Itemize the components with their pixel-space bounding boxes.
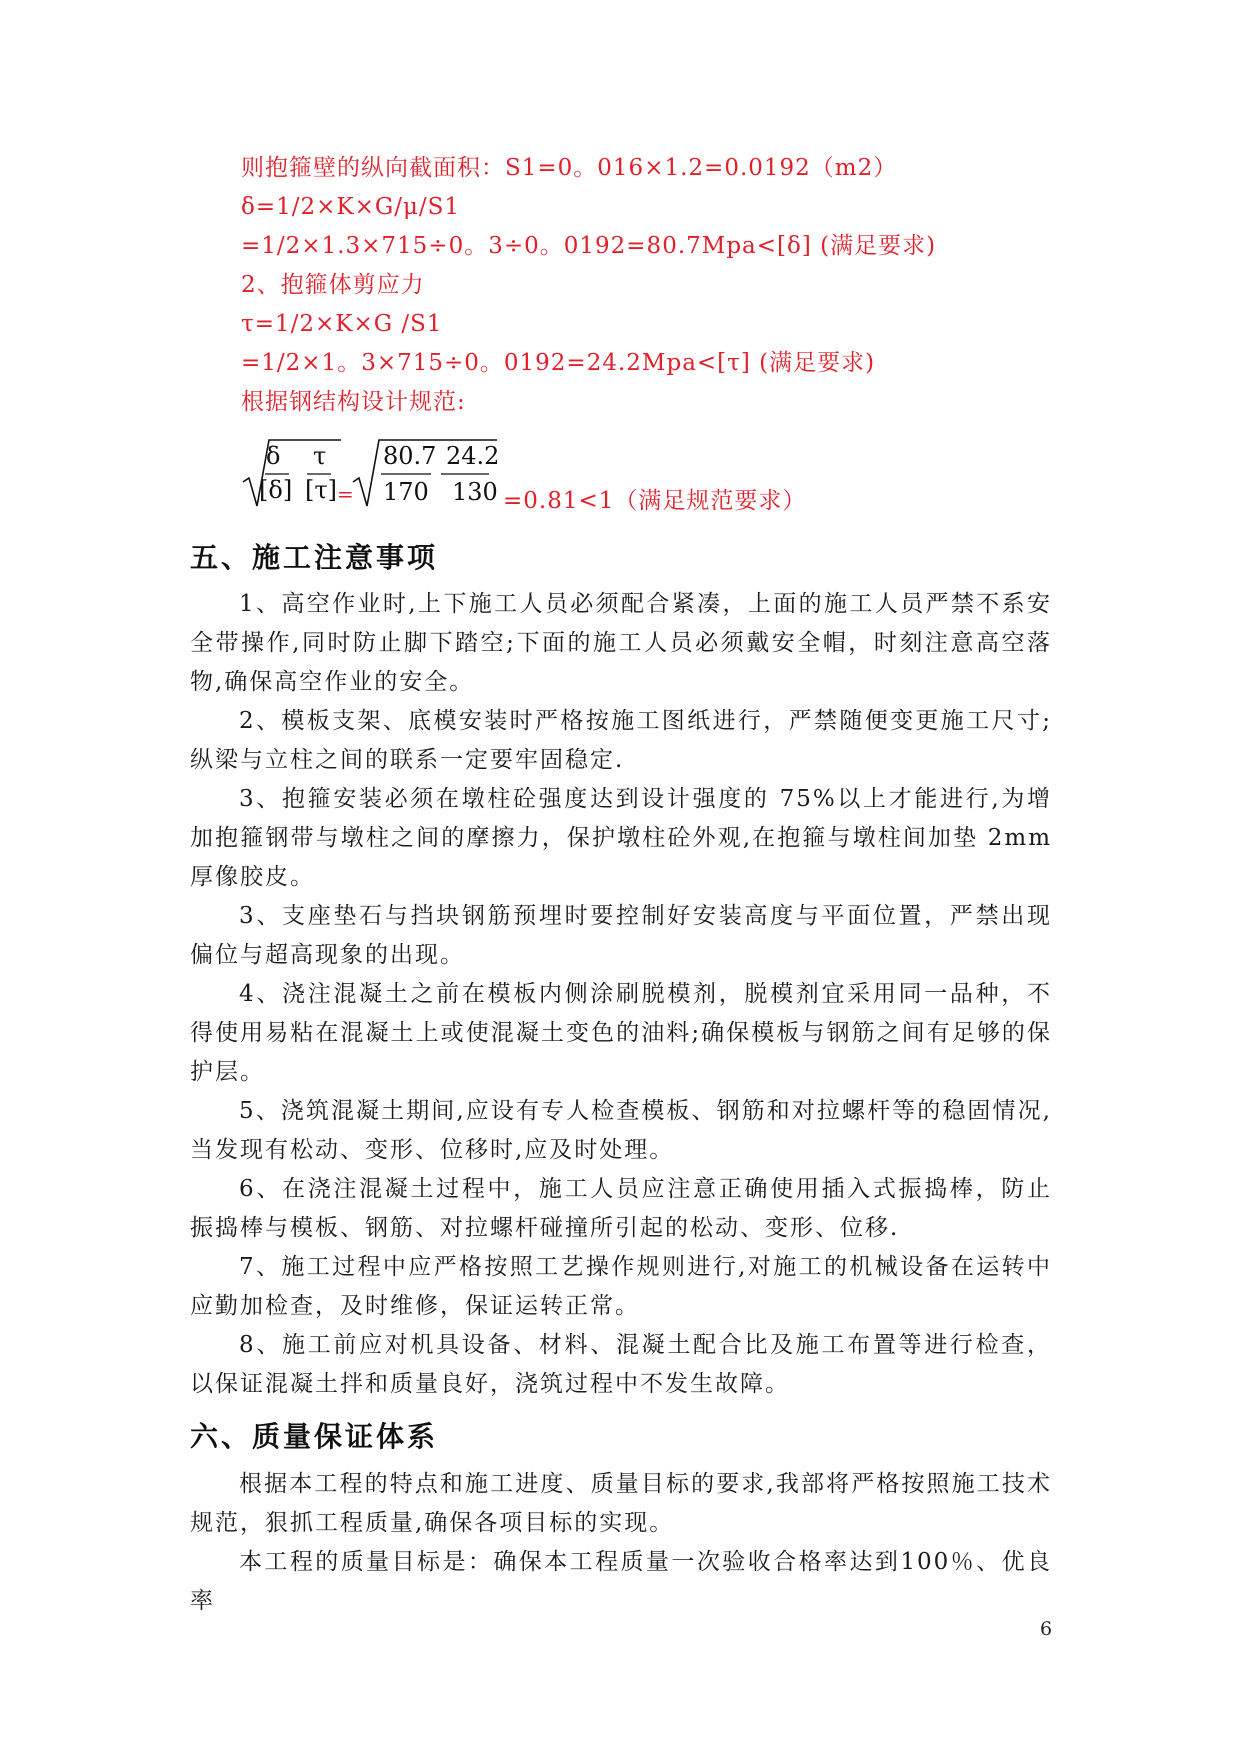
formula-delta: δ <box>266 442 281 470</box>
calc-line-delta-formula: δ=1/2×K×G/μ/S1 <box>241 194 461 220</box>
formula-tau-allowable: [τ] <box>305 476 338 504</box>
page-number: 6 <box>1040 1618 1053 1640</box>
section-5-paragraph: 5、浇筑混凝土期间,应设有专人检查模板、钢筋和对拉螺杆等的稳固情况,当发现有松动、变形、位移时,应及时处理。 <box>190 1098 1052 1163</box>
formula-numerator-2: 24.2 <box>446 442 500 470</box>
section-5-title: 五、施工注意事项 <box>190 541 439 574</box>
calc-line-tau-result: =1/2×1。3×715÷0。0192=24.2Mpa<[τ] (满足要求) <box>241 350 876 376</box>
formula-tau: τ <box>313 442 327 470</box>
section-5-paragraph: 3、支座垫石与挡块钢筋预埋时要控制好安装高度与平面位置，严禁出现偏位与超高现象的出现。 <box>190 903 1052 968</box>
section-5-paragraph: 6、在浇注混凝土过程中，施工人员应注意正确使用插入式振捣棒，防止振捣棒与模板、钢筋、对拉螺杆碰撞所引起的松动、变形、位移. <box>190 1176 1052 1241</box>
calc-line-tau-formula: τ=1/2×K×G /S1 <box>241 311 443 337</box>
calc-line-area: 则抱箍壁的纵向截面积：S1=0。016×1.2=0.0192（m2） <box>241 155 898 181</box>
section-5-paragraph: 8、施工前应对机具设备、材料、混凝土配合比及施工布置等进行检查，以保证混凝土拌和质量良好，浇筑过程中不发生故障。 <box>190 1332 1052 1397</box>
formula-denominator-2: 130 <box>452 478 498 506</box>
section-6-paragraph: 根据本工程的特点和施工进度、质量目标的要求,我部将严格按照施工技术规范，狠抓工程质量,确保各项目标的实现。 <box>190 1471 1052 1536</box>
combined-stress-formula <box>241 438 807 514</box>
calc-line-code-reference: 根据钢结构设计规范: <box>241 389 466 415</box>
calc-line-shear-heading: 2、抱箍体剪应力 <box>241 272 425 298</box>
formula-numerator-1: 80.7 <box>383 442 437 470</box>
formula-equals: = <box>337 482 354 506</box>
section-5-paragraph: 1、高空作业时,上下施工人员必须配合紧凑，上面的施工人员严禁不系安全带操作,同时防止脚下踏空;下面的施工人员必须戴安全帽，时刻注意高空落物,确保高空作业的安全。 <box>190 591 1052 695</box>
section-5-paragraph: 2、模板支架、底模安装时严格按施工图纸进行，严禁随便变更施工尺寸;纵梁与立柱之间的联系一定要牢固稳定. <box>190 708 1052 773</box>
section-5-paragraph: 3、抱箍安装必须在墩柱砼强度达到设计强度的 75%以上才能进行,为增加抱箍钢带与墩柱之间的摩擦力，保护墩柱砼外观,在抱箍与墩柱间加垫 2mm 厚像胶皮。 <box>190 786 1052 890</box>
formula-delta-allowable: [δ] <box>259 476 293 504</box>
section-6-title: 六、质量保证体系 <box>190 1420 439 1453</box>
calc-line-delta-result: =1/2×1.3×715÷0。3÷0。0192=80.7Mpa<[δ] (满足要求) <box>241 233 937 259</box>
formula-result: =0.81<1（满足规范要求） <box>503 488 807 514</box>
section-6-paragraph: 本工程的质量目标是：确保本工程质量一次验收合格率达到100％、优良率 <box>190 1549 1052 1614</box>
formula-denominator-1: 170 <box>383 478 429 506</box>
section-5-paragraph: 7、施工过程中应严格按照工艺操作规则进行,对施工的机械设备在运转中应勤加检查，及时维修，保证运转正常。 <box>190 1254 1052 1319</box>
section-5-paragraph: 4、浇注混凝土之前在模板内侧涂刷脱模剂，脱模剂宜采用同一品种，不得使用易粘在混凝土上或使混凝土变色的油料;确保模板与钢筋之间有足够的保护层。 <box>190 981 1052 1085</box>
